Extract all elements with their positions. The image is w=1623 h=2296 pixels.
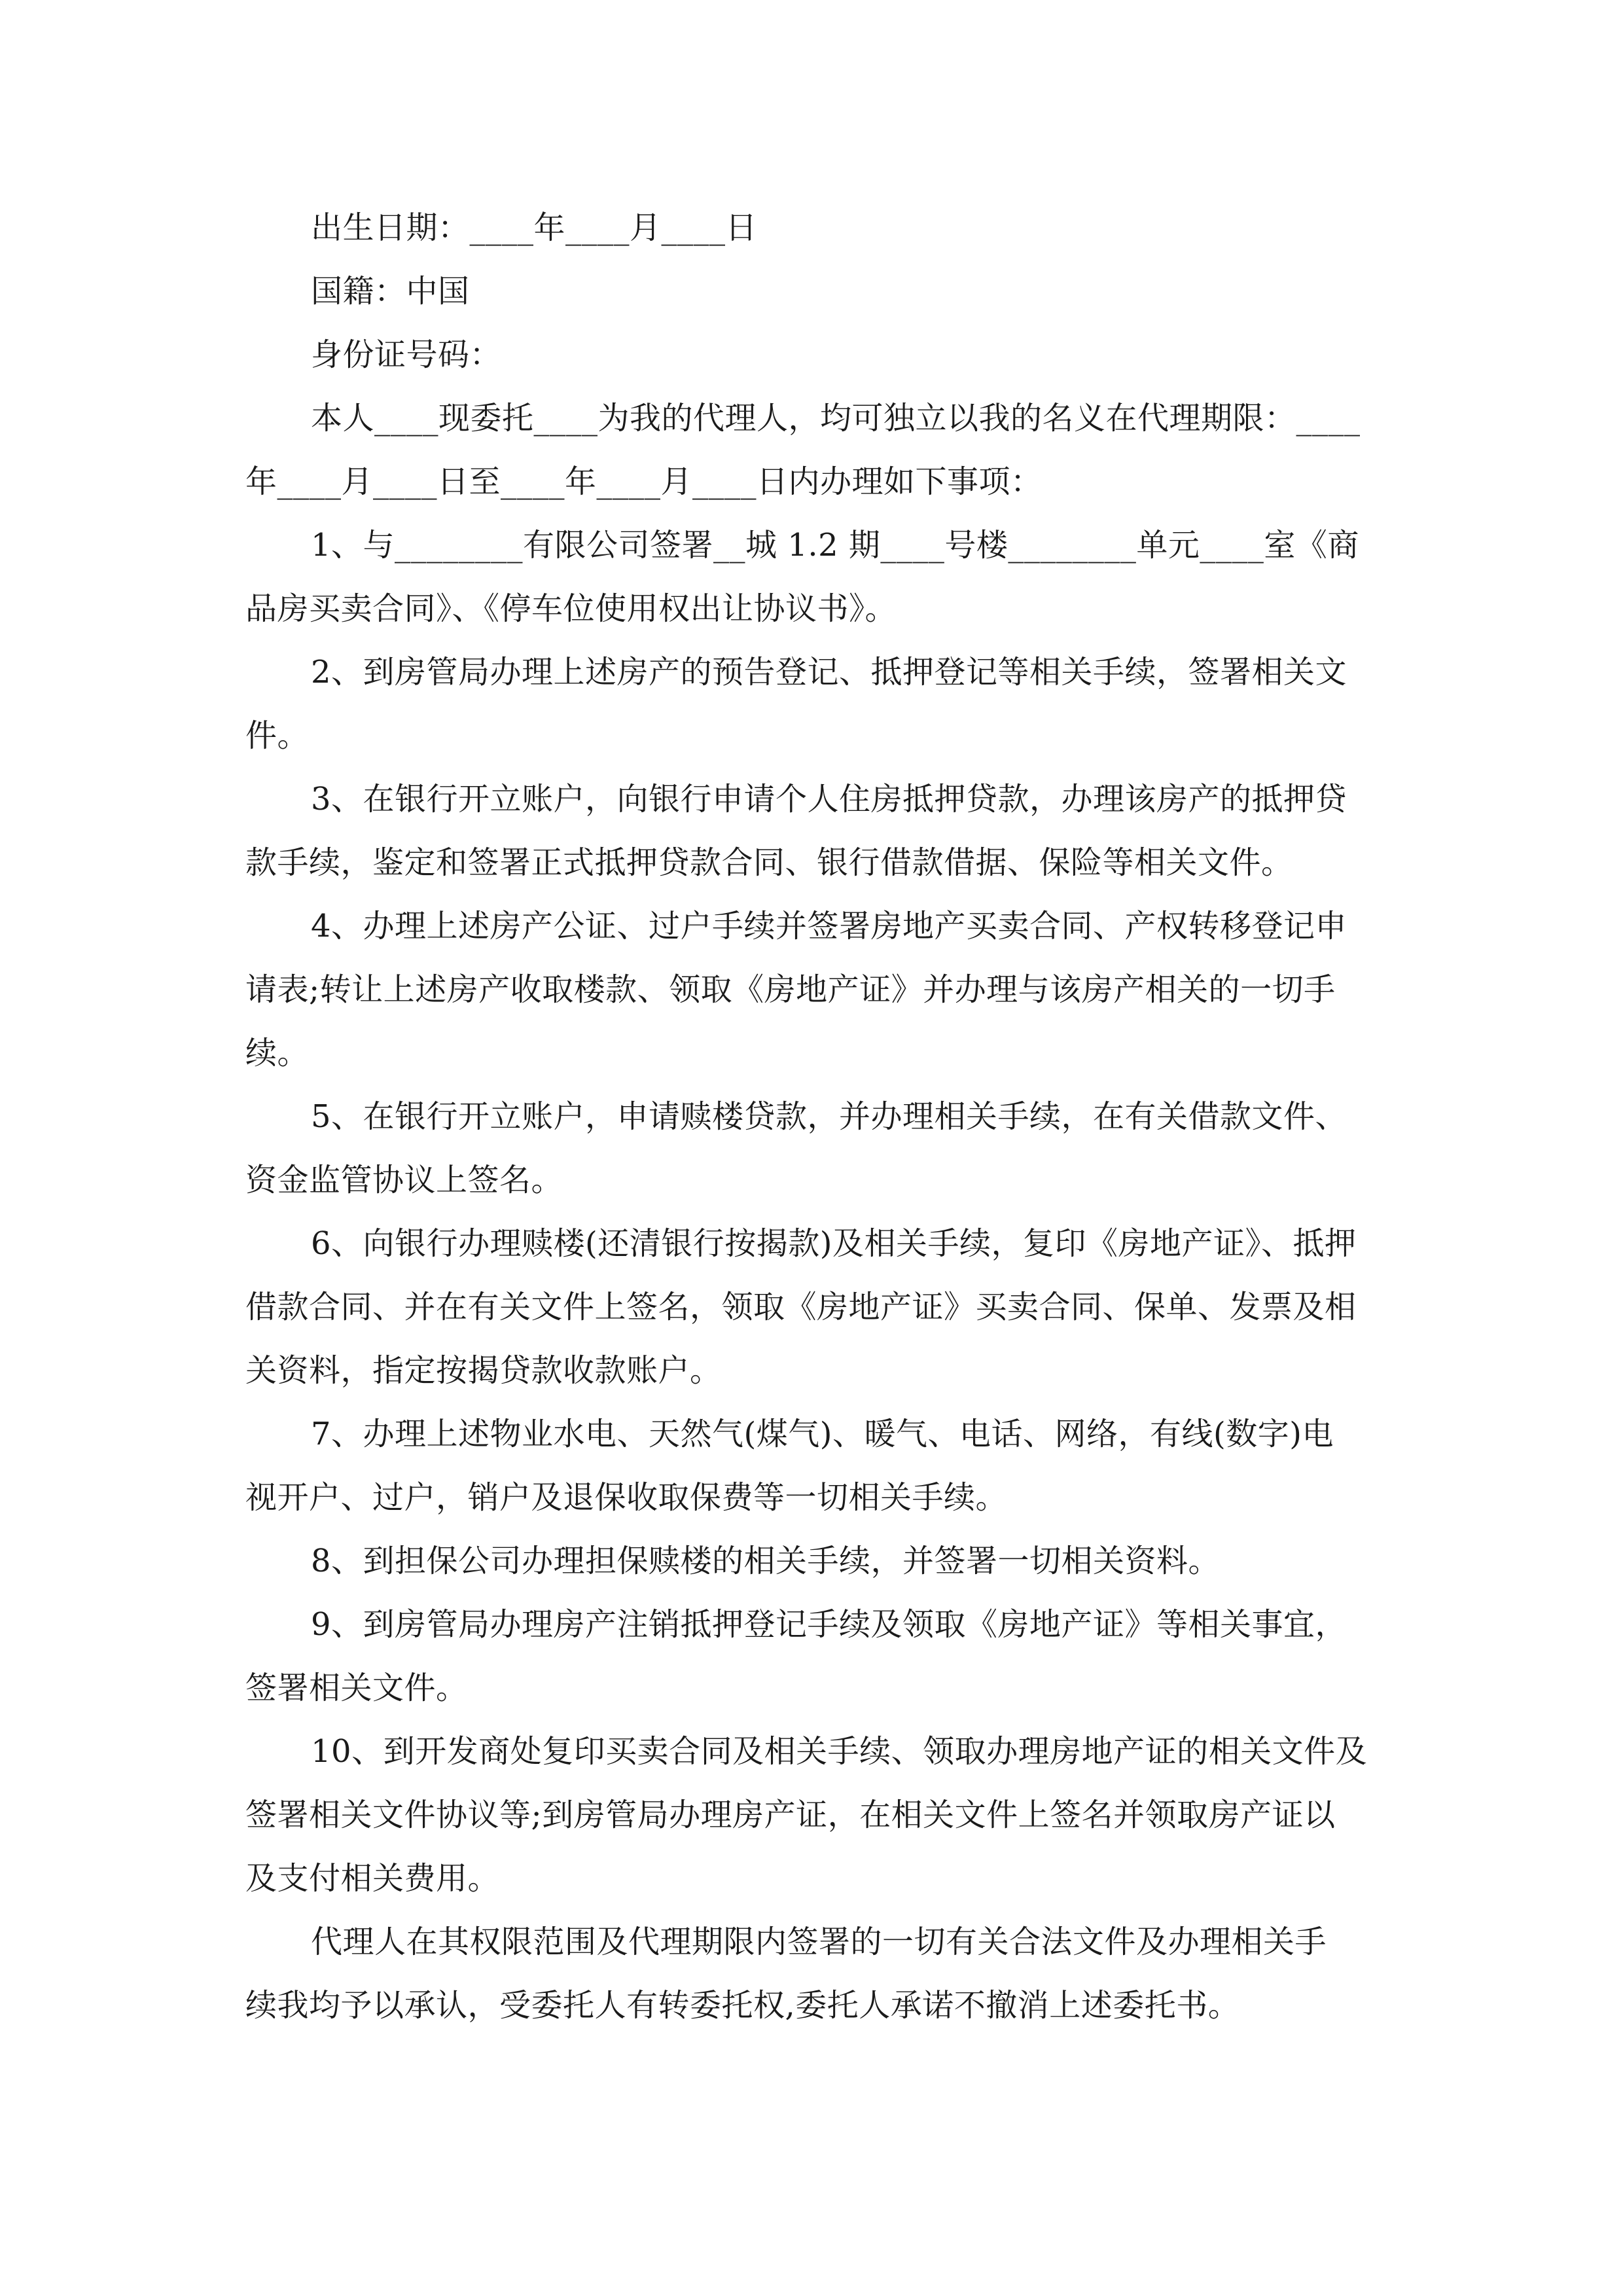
- item-10-line-1: 10、到开发商处复印买卖合同及相关手续、领取办理房地产证的相关文件及: [311, 1733, 1368, 1770]
- delegation-statement-line-1: 本人____现委托____为我的代理人，均可独立以我的名义在代理期限：____: [311, 400, 1361, 437]
- item-1-line-2: 品房买卖合同》、《停车位使用权出让协议书》。: [245, 590, 897, 627]
- item-2-line-1: 2、到房管局办理上述房产的预告登记、抵押登记等相关手续，签署相关文: [311, 654, 1347, 691]
- item-4-line-1: 4、办理上述房产公证、过户手续并签署房地产买卖合同、产权转移登记申: [311, 908, 1347, 944]
- item-7-line-2: 视开户、过户，销户及退保收取保费等一切相关手续。: [245, 1479, 1008, 1516]
- item-3-line-1: 3、在银行开立账户，向银行申请个人住房抵押贷款，办理该房产的抵押贷: [311, 781, 1347, 817]
- document-body: [245, 196, 1378, 2037]
- item-9-line-1: 9、到房管局办理房产注销抵押登记手续及领取《房地产证》等相关事宜，: [311, 1606, 1347, 1643]
- item-8-line-1: 8、到担保公司办理担保赎楼的相关手续，并签署一切相关资料。: [311, 1543, 1221, 1579]
- nationality-line: 国籍：中国: [311, 273, 470, 310]
- delegation-statement-line-2: 年____月____日至____年____月____日内办理如下事项：: [245, 463, 1043, 500]
- birth-date-line: 出生日期：____年____月____日: [311, 209, 758, 246]
- item-6-line-3: 关资料，指定按揭贷款收款账户。: [245, 1352, 722, 1389]
- closing-statement-line-2: 续我均予以承认，受委托人有转委托权,委托人承诺不撤消上述委托书。: [245, 1987, 1240, 2024]
- item-6-line-1: 6、向银行办理赎楼(还清银行按揭款)及相关手续，复印《房地产证》、抵押: [311, 1225, 1357, 1262]
- item-10-line-2: 签署相关文件协议等;到房管局办理房产证，在相关文件上签名并领取房产证以: [245, 1797, 1336, 1833]
- item-4-line-3: 续。: [245, 1035, 310, 1071]
- id-number-line: 身份证号码：: [311, 336, 502, 373]
- item-5-line-2: 资金监管协议上签名。: [245, 1162, 563, 1198]
- item-6-line-2: 借款合同、并在有关文件上签名，领取《房地产证》买卖合同、保单、发票及相: [245, 1289, 1357, 1325]
- item-10-line-3: 及支付相关费用。: [245, 1860, 500, 1897]
- item-5-line-1: 5、在银行开立账户，申请赎楼贷款，并办理相关手续，在有关借款文件、: [311, 1098, 1347, 1135]
- item-3-line-2: 款手续，鉴定和签署正式抵押贷款合同、银行借款借据、保险等相关文件。: [245, 844, 1293, 881]
- item-4-line-2: 请表;转让上述房产收取楼款、领取《房地产证》并办理与该房产相关的一切手: [245, 971, 1336, 1008]
- item-7-line-1: 7、办理上述物业水电、天然气(煤气)、暖气、电话、网络，有线(数字)电: [311, 1416, 1334, 1452]
- item-2-line-2: 件。: [245, 717, 310, 754]
- closing-statement-line-1: 代理人在其权限范围及代理期限内签署的一切有关合法文件及办理相关手: [311, 1924, 1327, 1960]
- item-9-line-2: 签署相关文件。: [245, 1670, 468, 1706]
- item-1-line-1: 1、与________有限公司签署__城 1.2 期____号楼________单元____室《商: [311, 527, 1359, 564]
